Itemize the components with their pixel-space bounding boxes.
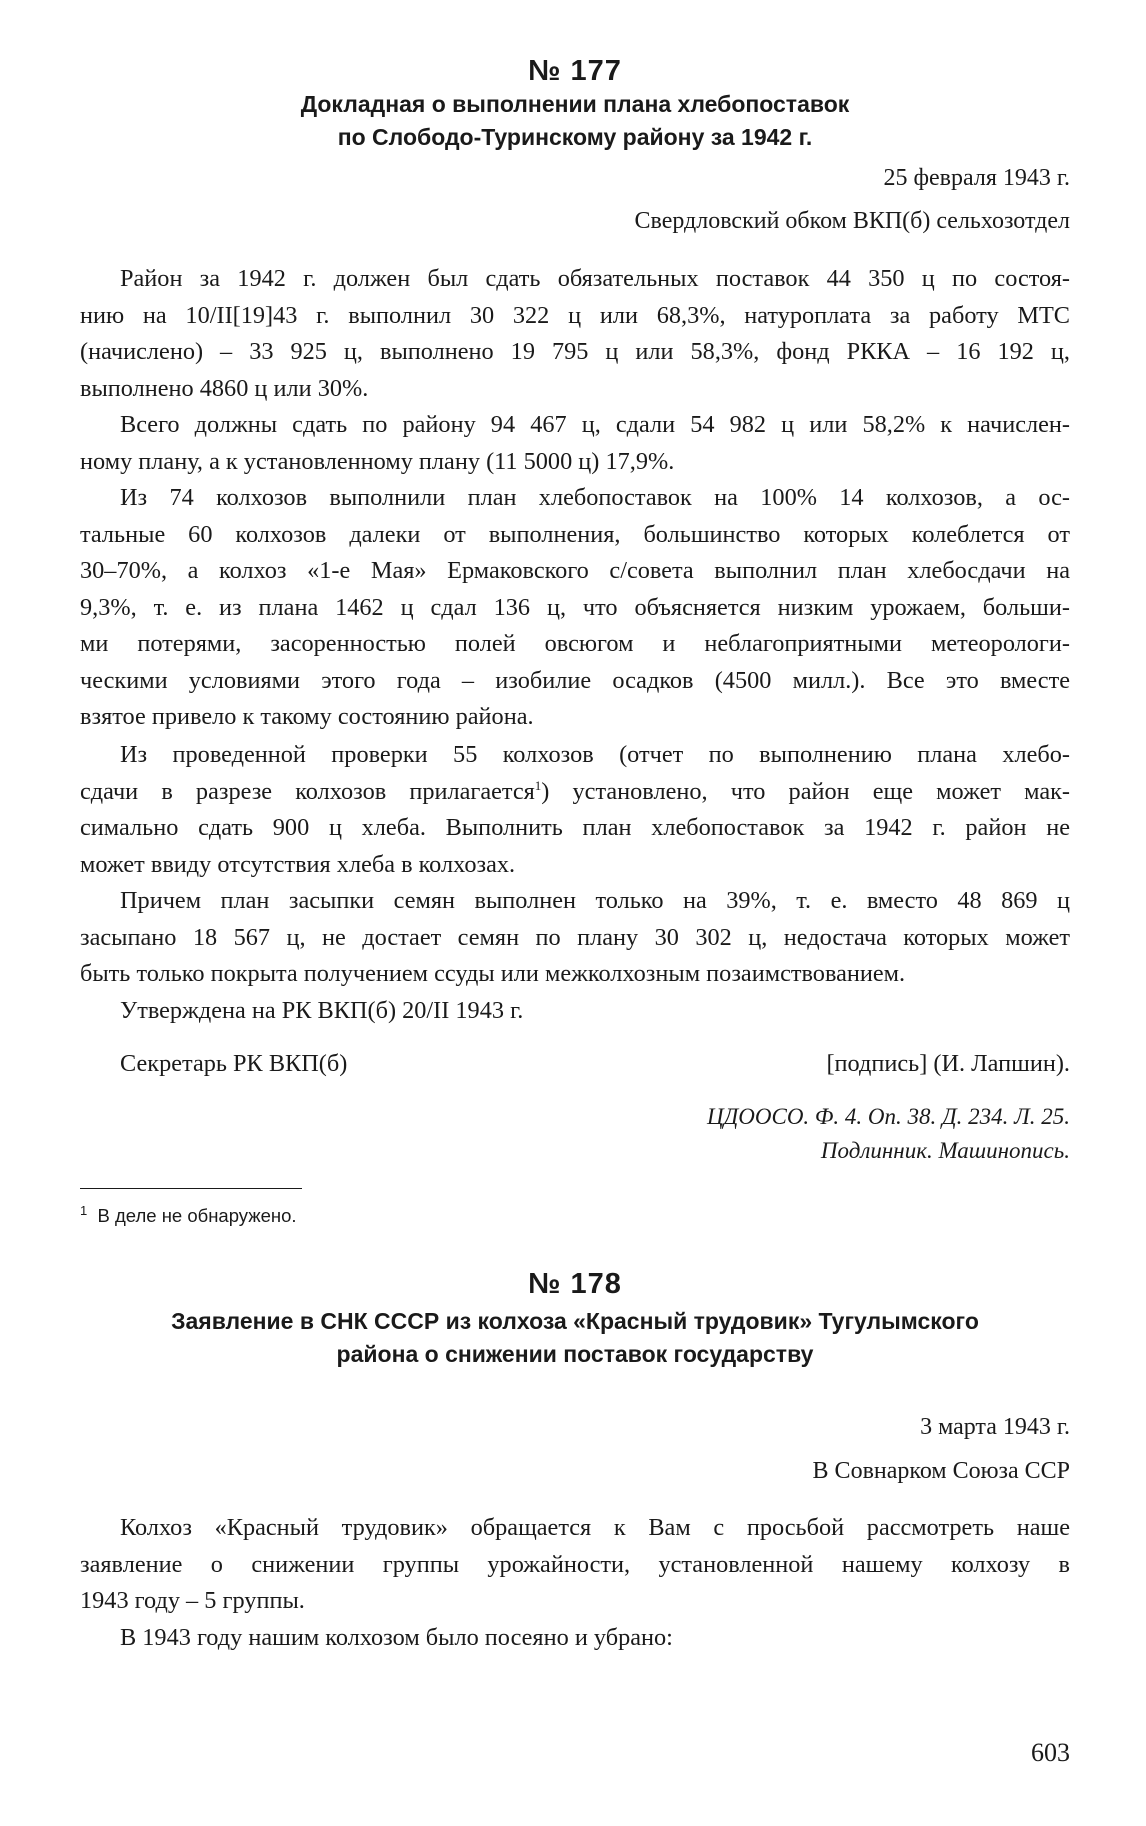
- doc-178-paragraph-1: [80, 1510, 1070, 1620]
- footnote-text: В деле не обнаружено.: [97, 1205, 297, 1226]
- doc-177-paragraph-2: [80, 407, 1070, 480]
- footnote: [80, 1204, 1070, 1228]
- doc-177-paragraph-5: [80, 883, 1070, 993]
- footnote-reference: 1: [534, 777, 542, 793]
- text-span: Из проведенной проверки 55 колхозов (отчет по выполнению плана хлебо-: [120, 741, 1070, 768]
- text-span: Район за 1942 г. должен был сдать обязательных поставок 44 350 ц по состоя-: [120, 265, 1070, 292]
- text-line: быть только покрыта получением ссуды или межколхозным позаимствованием.: [80, 960, 906, 987]
- archive-reference: [80, 1100, 1070, 1168]
- signature-row: [80, 1049, 1070, 1079]
- signer-role: Секретарь РК ВКП(б): [120, 1050, 348, 1077]
- text-line: [80, 774, 1070, 811]
- doc-177-number: № 177: [528, 55, 622, 87]
- text-span: В 1943 году нашим колхозом было посеяно и убрано:: [120, 1624, 673, 1651]
- footnote-mark: 1: [80, 1202, 88, 1218]
- archive-line: ЦДООСО. Ф. 4. Оп. 38. Д. 234. Л. 25.: [707, 1104, 1070, 1129]
- doc-177-date: 25 февраля 1943 г.: [883, 165, 1070, 191]
- doc-177-paragraph-1: [80, 261, 1070, 407]
- page-number: 603: [1031, 1738, 1070, 1767]
- text-span: ) установлено, что район еще может мак-: [541, 777, 1071, 805]
- text-line: 9,3%, т. е. из плана 1462 ц сдал 136 ц, что объясняется низким урожаем, больши-: [80, 593, 1070, 621]
- doc-177-title-line: по Слободо-Туринскому району за 1942 г.: [337, 124, 813, 150]
- text-line: нию на 10/II[19]43 г. выполнил 30 322 ц или 68,3%, натуроплата за работу МТС: [80, 301, 1070, 329]
- text-line: [80, 1510, 1070, 1547]
- doc-178-addressee: В Совнарком Союза ССР: [812, 1458, 1070, 1484]
- text-span: сдачи в разрезе колхозов прилагается: [80, 777, 535, 805]
- doc-178-title-line: Заявление в СНК СССР из колхоза «Красный трудовик» Тугулымского: [171, 1308, 979, 1334]
- text-line: [80, 737, 1070, 774]
- text-line: [80, 993, 1070, 1030]
- archive-line: Подлинник. Машинопись.: [820, 1138, 1070, 1163]
- text-line: [80, 480, 1070, 517]
- doc-178-title-line: района о снижении поставок государству: [336, 1341, 814, 1367]
- text-span: Утверждена на РК ВКП(б) 20/II 1943 г.: [120, 997, 524, 1024]
- doc-177-title-line: Докладная о выполнении плана хлебопоставок: [300, 91, 850, 117]
- text-line: выполнено 4860 ц или 30%.: [80, 374, 369, 402]
- doc-178-paragraph-2: [80, 1620, 1070, 1657]
- text-line: 30–70%, а колхоз «1-е Мая» Ермаковского с/совета выполнил план хлебосдачи на: [80, 557, 1070, 584]
- doc-177-addressee: Свердловский обком ВКП(б) сельхозотдел: [634, 208, 1070, 234]
- text-line: [80, 407, 1070, 444]
- text-line: ческими условиями этого года – изобилие осадков (4500 милл.). Все это вместе: [80, 666, 1070, 694]
- text-line: тальные 60 колхозов далеки от выполнения, большинство которых колеблется от: [80, 520, 1070, 548]
- text-span: Колхоз «Красный трудовик» обращается к Вам с просьбой рассмотреть наше: [120, 1514, 1070, 1541]
- text-span: Из 74 колхозов выполнили план хлебопоставок на 100% 14 колхозов, а ос-: [120, 484, 1070, 511]
- doc-177-paragraph-4: [80, 737, 1070, 883]
- text-line: 1943 году – 5 группы.: [80, 1587, 305, 1614]
- signature: [подпись] (И. Лапшин).: [826, 1050, 1070, 1077]
- text-line: заявление о снижении группы урожайности, установленной нашему колхозу в: [80, 1550, 1070, 1578]
- text-line: взятое привело к такому состоянию района.: [80, 703, 534, 730]
- text-span: Всего должны сдать по району 94 467 ц, сдали 54 982 ц или 58,2% к начислен-: [120, 411, 1070, 438]
- doc-177-approval: [80, 993, 1070, 1030]
- doc-177-paragraph-3: [80, 480, 1070, 736]
- doc-178-number: № 178: [528, 1268, 622, 1300]
- text-line: засыпано 18 567 ц, не достает семян по плану 30 302 ц, недостача которых может: [80, 923, 1070, 951]
- text-line: (начислено) – 33 925 ц, выполнено 19 795 ц или 58,3%, фонд РККА – 16 192 ц,: [80, 338, 1070, 365]
- doc-178-date: 3 марта 1943 г.: [920, 1414, 1070, 1440]
- text-span: Причем план засыпки семян выполнен только на 39%, т. е. вместо 48 869 ц: [120, 887, 1070, 914]
- text-line: [80, 261, 1070, 298]
- text-line: ми потерями, засоренностью полей овсюгом и неблагоприятными метеорологи-: [80, 630, 1070, 657]
- text-line: [80, 883, 1070, 920]
- footnote-divider: [80, 1188, 302, 1189]
- text-line: симально сдать 900 ц хлеба. Выполнить план хлебопоставок за 1942 г. район не: [80, 814, 1070, 841]
- text-line: ному плану, а к установленному плану (11 5000 ц) 17,9%.: [80, 447, 675, 475]
- doc-178-title: [80, 1305, 1070, 1371]
- text-line: может ввиду отсутствия хлеба в колхозах.: [80, 850, 516, 878]
- text-line: [80, 1620, 1070, 1657]
- doc-177-title: [80, 88, 1070, 154]
